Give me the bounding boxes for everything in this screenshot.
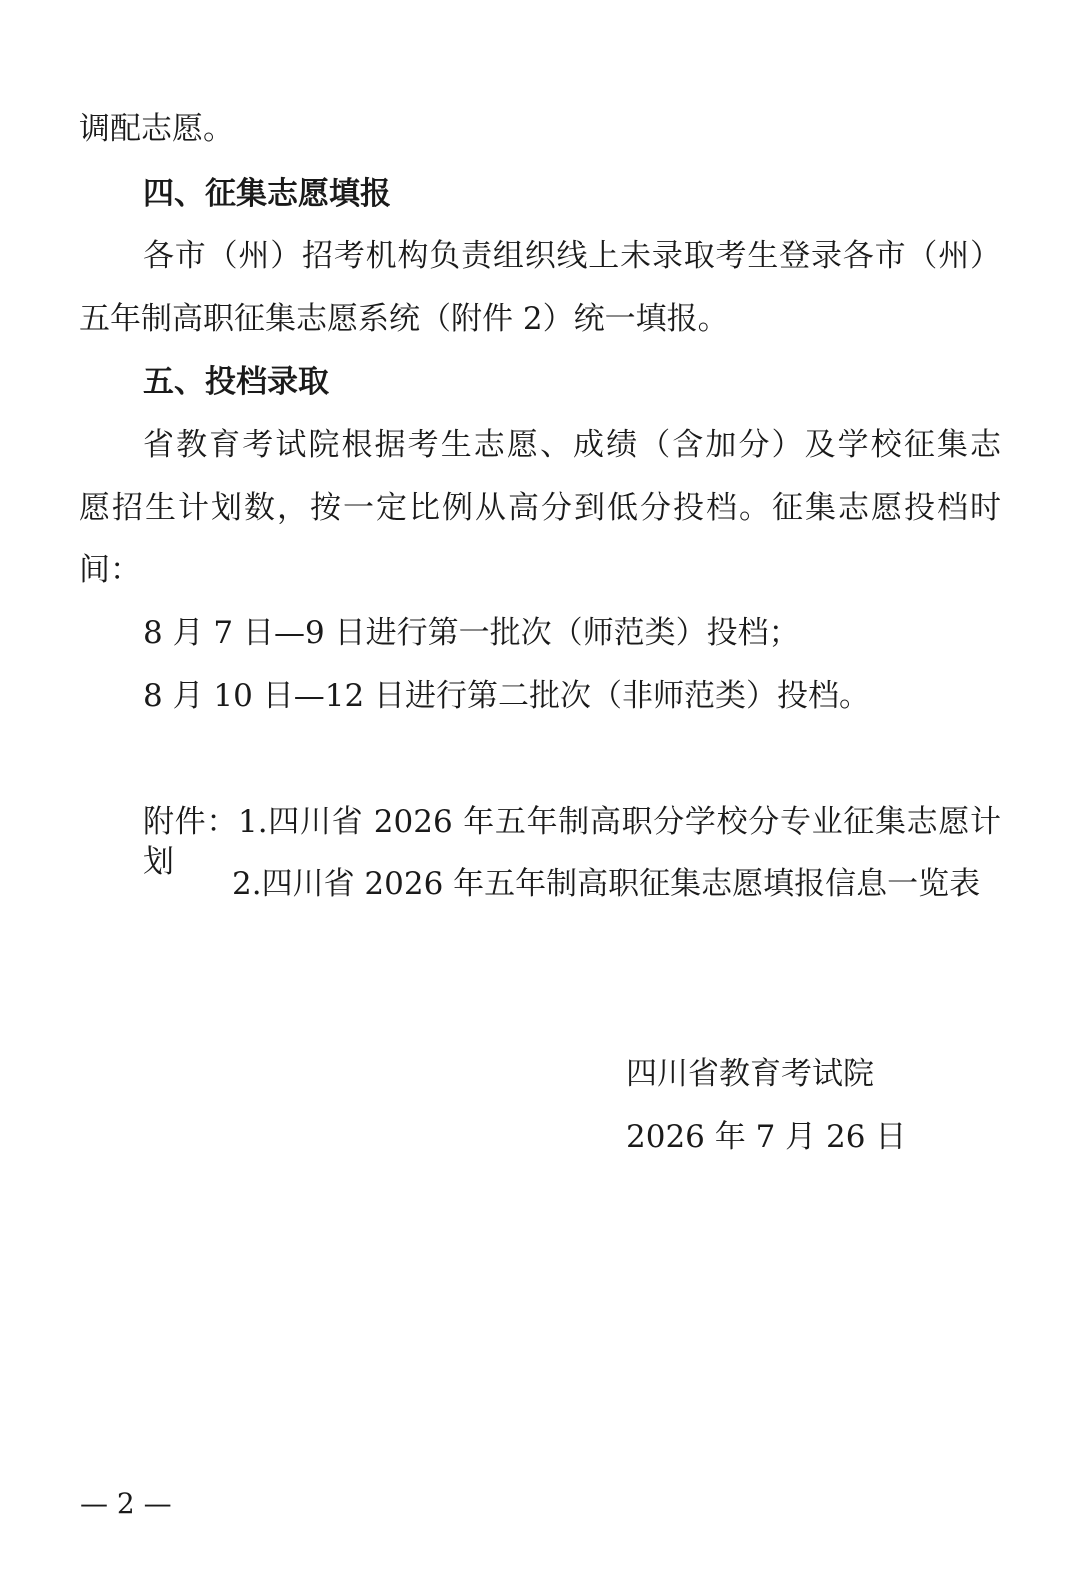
section-heading-5: 五、投档录取: [143, 364, 329, 400]
attachment-2: 2.四川省 2026 年五年制高职征集志愿填报信息一览表: [232, 866, 981, 902]
paragraph-5-line-3: 间：: [79, 552, 141, 588]
signature-date: 2026 年 7 月 26 日: [626, 1119, 907, 1155]
paragraph-4-line-2: 五年制高职征集志愿系统（附件 2）统一填报。: [79, 301, 729, 337]
paragraph-4-line-1: 各市（州）招考机构负责组织线上未录取考生登录各市（州）: [143, 238, 1001, 274]
signature-org: 四川省教育考试院: [626, 1056, 874, 1092]
schedule-item-1: 8 月 7 日—9 日进行第一批次（师范类）投档；: [143, 615, 800, 651]
section-heading-4: 四、征集志愿填报: [143, 176, 391, 212]
paragraph-5-line-1: 省教育考试院根据考生志愿、成绩（含加分）及学校征集志: [143, 427, 1001, 463]
page-number: — 2 —: [80, 1487, 172, 1520]
paragraph-5-line-2: 愿招生计划数，按一定比例从高分到低分投档。征集志愿投档时: [79, 490, 1001, 526]
schedule-item-2: 8 月 10 日—12 日进行第二批次（非师范类）投档。: [143, 678, 871, 714]
attachment-1: 附件：1.四川省 2026 年五年制高职分学校分专业征集志愿计划: [143, 804, 1001, 880]
paragraph-tail: 调配志愿。: [79, 111, 234, 147]
